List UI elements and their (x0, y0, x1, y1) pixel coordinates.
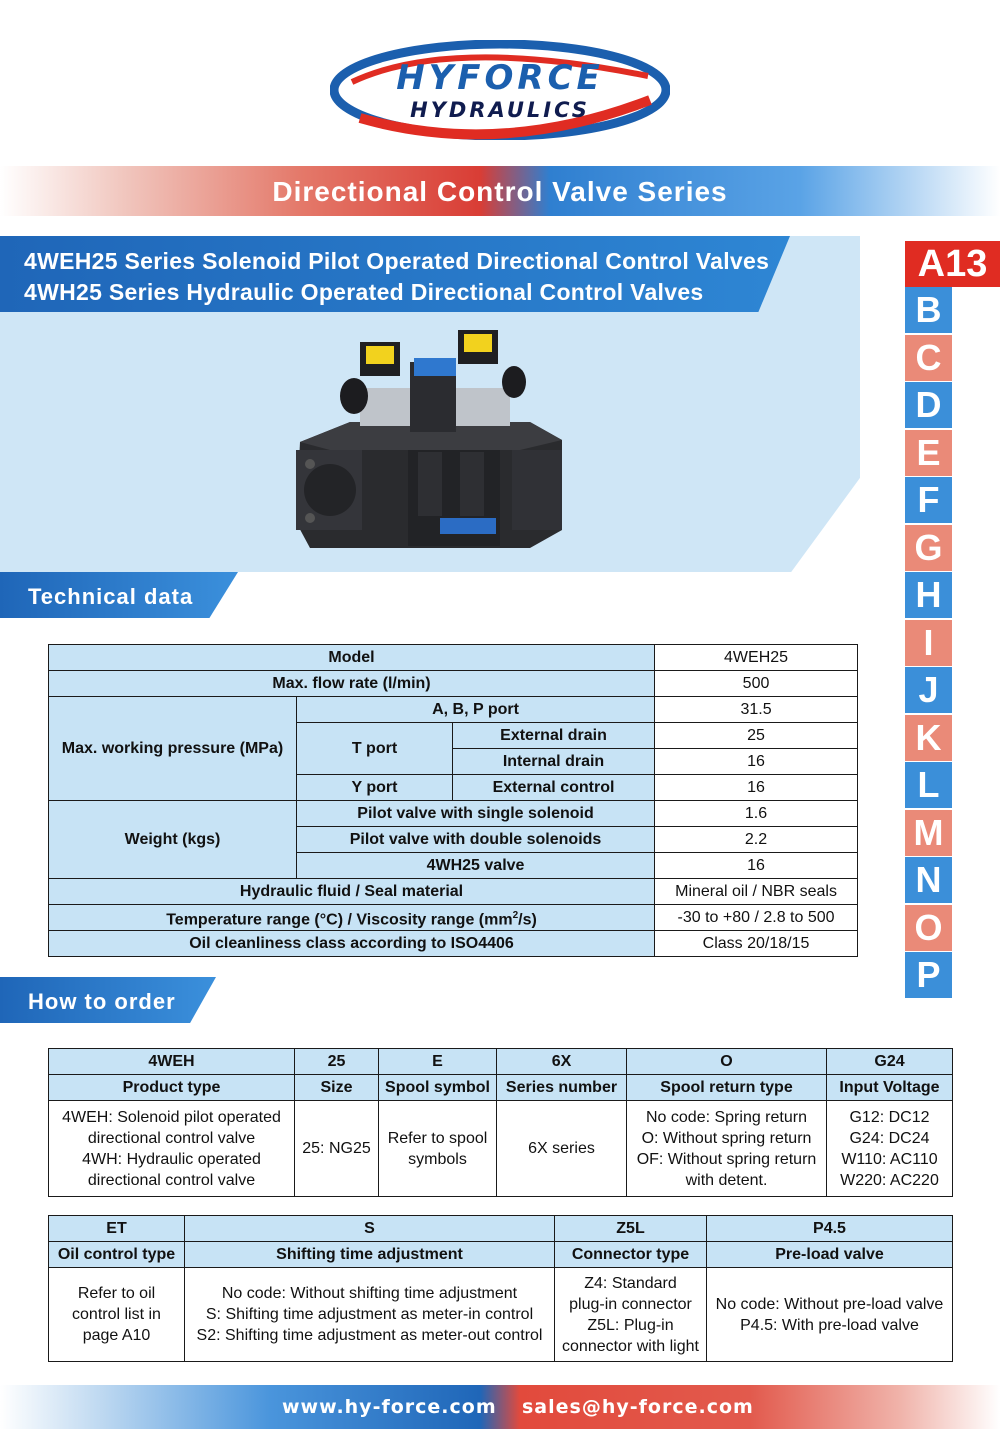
index-letter-k[interactable]: K (905, 715, 952, 761)
option-line: control list in (72, 1306, 161, 1323)
double-solenoid-label: Pilot valve with double solenoids (297, 827, 655, 853)
index-letter-e[interactable]: E (905, 430, 952, 476)
order-header-cell-3: Series number (497, 1075, 627, 1101)
preload-valve-options (707, 1268, 953, 1362)
order-header-cell-0: Oil control type (49, 1242, 185, 1268)
series-number-options (497, 1101, 627, 1197)
option-line: P4.5: With pre-load valve (740, 1316, 919, 1334)
valve-product-image (290, 322, 580, 554)
abp-value: 31.5 (655, 697, 858, 723)
int-drain-label: Internal drain (453, 749, 655, 775)
index-letter-c[interactable]: C (905, 335, 952, 381)
tport-label: T port (297, 723, 453, 775)
index-letter-p[interactable]: P (905, 952, 952, 998)
index-letter-i[interactable]: I (905, 620, 952, 666)
int-drain-value: 16 (655, 749, 858, 775)
option-line: S: Shifting time adjustment as meter-in control (205, 1306, 534, 1323)
index-letter-g[interactable]: G (905, 525, 952, 571)
hero-title-1: 4WEH25 Series Solenoid Pilot Operated Directional Control Valves (24, 248, 770, 274)
index-letter-m[interactable]: M (905, 810, 952, 856)
order-detail-row (49, 1268, 953, 1362)
wh25-value: 16 (655, 853, 858, 879)
order-code-cell-5: G24 (827, 1049, 953, 1075)
option-line: 4WEH: Solenoid pilot operated (62, 1108, 281, 1126)
table-row (49, 879, 858, 905)
option-line: No code: Without pre-load valve (715, 1295, 944, 1313)
table-row (49, 697, 858, 723)
option-line: S2: Shifting time adjustment as meter-out control (196, 1327, 543, 1344)
order-detail-row (49, 1101, 953, 1197)
order-header-cell-2: Spool symbol (379, 1075, 497, 1101)
option-line: G12: DC12 (849, 1108, 930, 1126)
table-row (49, 905, 858, 931)
order-code-cell-2: Z5L (555, 1216, 707, 1242)
option-line: 4WH: Hydraulic operated (82, 1150, 261, 1168)
product-type-options (49, 1101, 295, 1197)
connector-type-options (555, 1268, 707, 1362)
option-line: OF: Without spring return (636, 1150, 817, 1168)
yport-label: Y port (297, 775, 453, 801)
ext-drain-label: External drain (453, 723, 655, 749)
order-code-cell-2: E (379, 1049, 497, 1075)
logo-subtitle: HYDRAULICS (410, 98, 590, 122)
ext-control-label: External control (453, 775, 655, 801)
index-letter-j[interactable]: J (905, 667, 952, 713)
technical-data-table (48, 644, 858, 957)
order-header-cell-1: Shifting time adjustment (185, 1242, 555, 1268)
weight-label: Weight (kgs) (49, 801, 297, 879)
fluid-value: Mineral oil / NBR seals (655, 879, 858, 905)
index-letter-o[interactable]: O (905, 905, 952, 951)
website-link[interactable]: www.hy-force.com (282, 1396, 497, 1418)
order-header-cell-4: Spool return type (627, 1075, 827, 1101)
series-title: Directional Control Valve Series (272, 176, 728, 207)
shifting-time-options (185, 1268, 555, 1362)
order-code-cell-4: O (627, 1049, 827, 1075)
email-link[interactable]: sales@hy-force.com (522, 1396, 754, 1418)
spool-symbol-options (379, 1101, 497, 1197)
option-line: page A10 (82, 1327, 151, 1344)
hero-title-2: 4WH25 Series Hydraulic Operated Directional Control Valves (24, 279, 704, 305)
index-letter-d[interactable]: D (905, 382, 952, 428)
option-line: W220: AC220 (840, 1171, 939, 1189)
order-header-cell-3: Pre-load valve (707, 1242, 953, 1268)
table-row (49, 931, 858, 957)
option-line: connector with light (562, 1337, 699, 1355)
option-line: No code: Spring return (646, 1108, 807, 1126)
footer-bar (0, 1385, 1000, 1429)
table-row (49, 645, 858, 671)
cleanliness-label: Oil cleanliness class according to ISO4406 (49, 931, 655, 957)
order-code-row (49, 1049, 953, 1075)
order-code-cell-1: S (185, 1216, 555, 1242)
option-line: O: Without spring return (641, 1129, 812, 1147)
wh25-label: 4WH25 valve (297, 853, 655, 879)
input-voltage-options (827, 1101, 953, 1197)
order-code-cell-1: 25 (295, 1049, 379, 1075)
option-line: symbols (408, 1150, 467, 1168)
order-code-cell-3: P4.5 (707, 1216, 953, 1242)
order-code-table-2 (48, 1215, 953, 1362)
temperature-label-unit: /s) (518, 911, 537, 929)
double-solenoid-value: 2.2 (655, 827, 858, 853)
option-line: with detent. (685, 1171, 768, 1189)
order-code-row (49, 1216, 953, 1242)
order-header-row (49, 1242, 953, 1268)
flow-label: Max. flow rate (l/min) (49, 671, 655, 697)
option-line: 6X series (528, 1140, 595, 1157)
option-line: W110: AC110 (841, 1150, 938, 1168)
order-header-cell-5: Input Voltage (827, 1075, 953, 1101)
page-index-active: A13 (905, 241, 1000, 287)
spool-return-options (627, 1101, 827, 1197)
index-letter-b[interactable]: B (905, 287, 952, 333)
index-letter-f[interactable]: F (905, 477, 952, 523)
size-options (295, 1101, 379, 1197)
order-code-cell-0: ET (49, 1216, 185, 1242)
option-line: plug-in connector (569, 1295, 692, 1313)
cleanliness-value: Class 20/18/15 (655, 931, 858, 957)
option-line: No code: Without shifting time adjustment (221, 1285, 518, 1302)
fluid-label: Hydraulic fluid / Seal material (49, 879, 655, 905)
single-solenoid-value: 1.6 (655, 801, 858, 827)
option-line: directional control valve (87, 1129, 256, 1147)
ext-drain-value: 25 (655, 723, 858, 749)
table-row (49, 801, 858, 827)
order-code-cell-3: 6X (497, 1049, 627, 1075)
order-code-table-1 (48, 1048, 953, 1197)
option-line: 25: NG25 (302, 1140, 371, 1157)
index-letter-n[interactable]: N (905, 857, 952, 903)
option-line: Refer to oil (77, 1285, 156, 1302)
option-line: G24: DC24 (849, 1129, 930, 1147)
temperature-value: -30 to +80 / 2.8 to 500 (655, 905, 858, 931)
abp-label: A, B, P port (297, 697, 655, 723)
flow-value: 500 (655, 671, 858, 697)
pressure-label: Max. working pressure (MPa) (49, 697, 297, 801)
technical-data-title: Technical data (28, 584, 194, 609)
order-header-row (49, 1075, 953, 1101)
table-row (49, 671, 858, 697)
temperature-label-superscript: 2 (512, 910, 519, 921)
option-line: Refer to spool (387, 1129, 488, 1147)
oil-control-options (49, 1268, 185, 1362)
order-code-cell-0: 4WEH (49, 1049, 295, 1075)
single-solenoid-label: Pilot valve with single solenoid (297, 801, 655, 827)
option-line: Z5L: Plug-in (587, 1316, 674, 1334)
option-line: directional control valve (87, 1171, 256, 1189)
model-label: Model (49, 645, 655, 671)
temperature-label (49, 905, 655, 931)
index-letter-h[interactable]: H (905, 572, 952, 618)
order-header-cell-0: Product type (49, 1075, 295, 1101)
option-line: Z4: Standard (584, 1274, 677, 1292)
logo-wordmark: HYFORCE (396, 58, 604, 98)
how-to-order-title: How to order (28, 989, 176, 1014)
order-header-cell-2: Connector type (555, 1242, 707, 1268)
ext-control-value: 16 (655, 775, 858, 801)
index-letter-l[interactable]: L (905, 762, 952, 808)
temperature-label-text: Temperature range (°C) / Viscosity range (mm (166, 911, 513, 929)
model-value: 4WEH25 (655, 645, 858, 671)
order-header-cell-1: Size (295, 1075, 379, 1101)
company-logo (330, 40, 670, 140)
